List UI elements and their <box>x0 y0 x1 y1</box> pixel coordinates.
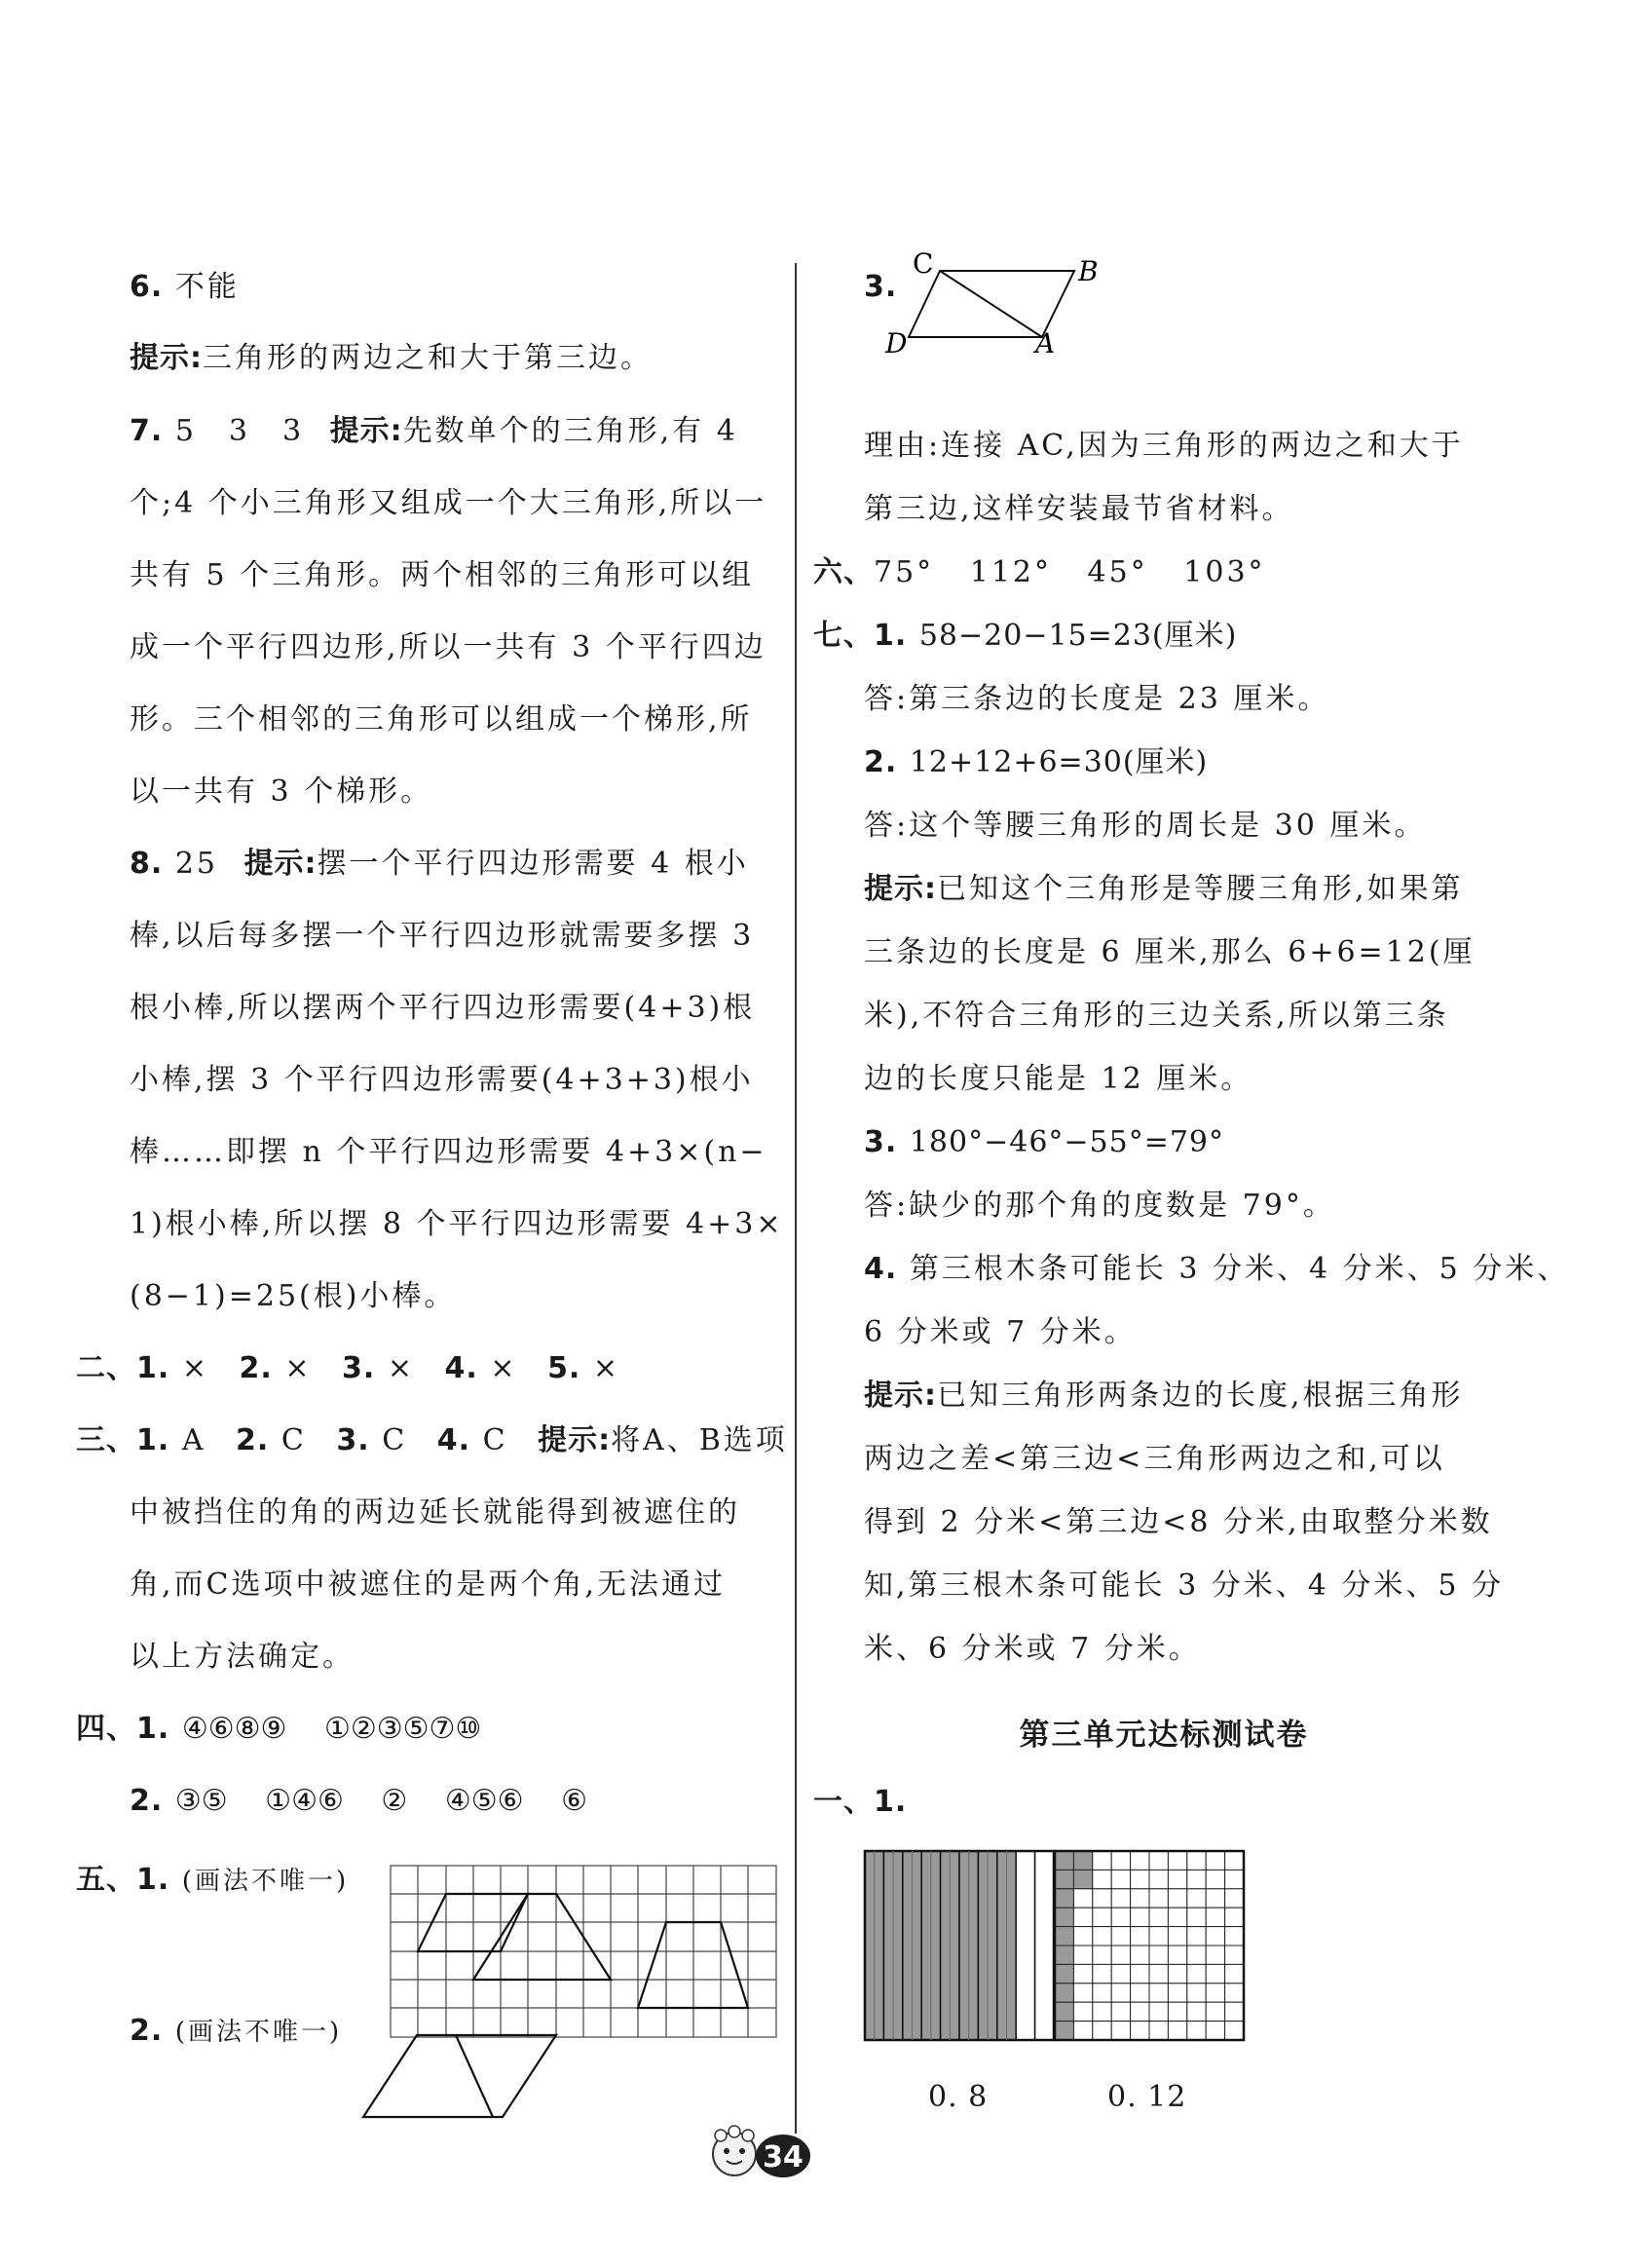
q8-hint-line: 棒,以后每多摆一个平行四边形就需要多摆 3 <box>130 919 755 953</box>
q7-hint-line: 共有 5 个三角形。两个相邻的三角形可以组 <box>130 558 755 592</box>
hint-text: 已知这个三角形是等腰三角形,如果第 <box>937 872 1464 906</box>
section-7-q2 <box>864 743 1208 782</box>
q7-number: 7. <box>130 414 164 448</box>
grid-cell <box>1187 1964 1206 1983</box>
grid-cell <box>1093 1908 1111 1926</box>
q8-hint-line: 根小棒,所以摆两个平行四边形需要(4+3)根 <box>130 991 756 1025</box>
grid-cell <box>1131 1927 1149 1946</box>
quadrilateral-figure <box>885 247 1099 359</box>
q8-hint-line: 小棒,摆 3 个平行四边形需要(4+3+3)根小 <box>130 1063 754 1097</box>
grid-cell <box>1093 1870 1111 1888</box>
q7-line <box>130 412 738 451</box>
grid-cell <box>1149 1889 1168 1908</box>
shaded-cell <box>1055 1870 1073 1888</box>
section-7-q3 <box>864 1123 1224 1162</box>
grid-cell <box>1225 1964 1244 1983</box>
section-label: 六、 <box>813 555 874 589</box>
answer-line: 答:缺少的那个角的度数是 79°。 <box>864 1189 1335 1223</box>
shaded-cell <box>1073 1851 1092 1870</box>
q8-hint-line: 1)根小棒,所以摆 8 个平行四边形需要 4+3× <box>130 1207 784 1241</box>
section-5 <box>76 1861 349 1901</box>
grid-cell <box>1073 1927 1092 1946</box>
shaded-cell <box>1055 1889 1073 1908</box>
q4-hint-line: 得到 2 分米<第三边<8 分米,由取整分米数 <box>864 1505 1493 1539</box>
q8-hint-line: (8−1)=25(根)小棒。 <box>130 1279 457 1313</box>
grid-cell <box>1187 2002 1206 2021</box>
grid-cell <box>1225 1889 1244 1908</box>
item-number: 4. <box>864 1252 898 1286</box>
item-number: 2. <box>130 1784 164 1818</box>
q8-answer: 25 <box>174 847 219 881</box>
grid-cell <box>1168 2002 1186 2021</box>
grid-cell <box>1168 2022 1186 2040</box>
hint-label: 提示: <box>130 341 203 375</box>
answer-text: 第三根木条可能长 3 分米、4 分米、5 分米、 <box>909 1252 1570 1286</box>
grid-cell <box>1093 1851 1111 1870</box>
q8-hint-text: 摆一个平行四边形需要 4 根小 <box>317 847 749 881</box>
section-7-q1 <box>813 617 1237 656</box>
hint-text: 已知三角形两条边的长度,根据三角形 <box>937 1379 1464 1413</box>
item-number: 3. <box>864 1125 898 1159</box>
angle-value: 75° <box>874 555 935 589</box>
grid-cell <box>1225 2022 1244 2040</box>
grid-cell <box>1073 2002 1092 2021</box>
page-number-badge <box>703 2122 820 2190</box>
section-7-q4 <box>864 1250 1569 1289</box>
item-number: 4. <box>444 1351 478 1385</box>
q8-hint-line: 棒……即摆 n 个平行四边形需要 4+3×(n− <box>130 1135 767 1169</box>
q4-hint-line: 知,第三根木条可能长 3 分米、4 分米、5 分 <box>864 1569 1504 1603</box>
note-text: (画法不唯一) <box>181 1867 350 1896</box>
split-parallelogram <box>363 2033 578 2121</box>
grid-cell <box>1206 1984 1224 2002</box>
answer-group: ⑥ <box>561 1784 587 1818</box>
section-3 <box>76 1421 788 1460</box>
answer-line: 答:这个等腰三角形的周长是 30 厘米。 <box>864 809 1427 843</box>
grid-cell <box>1225 1946 1244 1964</box>
sec3-hint-line: 角,而C选项中被遮住的是两个角,无法通过 <box>130 1568 727 1602</box>
vertex-a-label: A <box>1035 327 1056 359</box>
grid-cell <box>1111 1946 1130 1964</box>
grid-cell <box>1131 2002 1149 2021</box>
grid-cell <box>1131 1851 1149 1870</box>
grid2-caption: 0. 12 <box>1107 2080 1187 2114</box>
expression: 12+12+6=30(厘米) <box>909 745 1209 779</box>
cross-mark: × <box>490 1351 518 1385</box>
item-number: 3. <box>342 1351 376 1385</box>
section-5-q2 <box>130 2012 342 2052</box>
grid-cell <box>1206 1946 1224 1964</box>
grid-cell <box>1131 1964 1149 1983</box>
choice-answer: C <box>382 1423 408 1457</box>
grid-cell <box>1111 1964 1130 1983</box>
item-number: 1. <box>136 1863 170 1897</box>
q2-hint-line: 米),不符合三角形的三边关系,所以第三条 <box>864 999 1449 1033</box>
decimal-grid-tenths <box>862 1848 1057 2043</box>
hint-label: 提示: <box>864 1379 937 1413</box>
grid-cell <box>1149 1946 1168 1964</box>
q6-line <box>130 268 240 307</box>
grid-cell <box>1111 1889 1130 1908</box>
column-divider <box>795 263 797 2134</box>
shaded-cell <box>1055 2022 1073 2040</box>
q6-answer: 不能 <box>174 270 240 304</box>
cross-mark: × <box>181 1351 209 1385</box>
q8-line <box>130 845 749 884</box>
grid-cell <box>1187 1889 1206 1908</box>
grid-cell <box>1073 1908 1092 1926</box>
grid-cell <box>1149 1964 1168 1983</box>
grid-drawing <box>391 1866 780 2041</box>
q6-hint <box>130 339 653 378</box>
unit-title: 第三单元达标测试卷 <box>1019 1718 1309 1753</box>
grid-cell <box>1225 1851 1244 1870</box>
grid-cell <box>1111 2002 1130 2021</box>
item-number: 3. <box>864 270 898 304</box>
grid-cell <box>1149 2022 1168 2040</box>
angle-value: 112° <box>969 555 1052 589</box>
section-2 <box>76 1349 620 1388</box>
q7-hint-line: 个;4 个小三角形又组成一个大三角形,所以一 <box>130 486 767 520</box>
answer-line: 6 分米或 7 分米。 <box>864 1315 1137 1349</box>
cross-mark: × <box>284 1351 313 1385</box>
grid-cell <box>1111 1984 1130 2002</box>
shaded-cell <box>1055 1927 1073 1946</box>
hint-text: 三角形的两边之和大于第三边。 <box>203 341 653 375</box>
q7-answers: 5 3 3 <box>174 414 305 448</box>
answer-line: 答:第三条边的长度是 23 厘米。 <box>864 682 1330 716</box>
grid-cell <box>1111 2022 1130 2040</box>
section-label: 四、 <box>76 1712 136 1746</box>
q2-hint <box>864 870 1464 909</box>
note-text: (画法不唯一) <box>174 2018 343 2047</box>
grid-cell <box>1149 2002 1168 2021</box>
item-number: 2. <box>864 745 898 779</box>
item-number: 4. <box>436 1423 471 1457</box>
q7-hint-line: 形。三个相邻的三角形可以组成一个梯形,所 <box>130 702 753 737</box>
item-number: 1. <box>874 1785 908 1819</box>
grid-cell <box>1187 1908 1206 1926</box>
hint-text: 将A、B选项 <box>611 1423 788 1457</box>
section-4-q2 <box>130 1782 587 1821</box>
page-number: 34 <box>763 2140 804 2174</box>
answer-group: ② <box>381 1784 408 1818</box>
grid-cell <box>1206 1964 1224 1983</box>
q7-hint-line: 以一共有 3 个梯形。 <box>130 775 433 809</box>
shaded-cell <box>1055 1908 1073 1926</box>
grid-cell <box>1131 1946 1149 1964</box>
vertex-d-label: D <box>885 327 908 359</box>
q7-hint-line: 成一个平行四边形,所以一共有 3 个平行四边 <box>130 630 766 664</box>
grid-cell <box>1149 1870 1168 1888</box>
grid-cell <box>1111 1908 1130 1926</box>
answer-group: ④⑤⑥ <box>444 1784 524 1818</box>
vertex-c-label: C <box>913 247 934 280</box>
section-4 <box>76 1710 481 1749</box>
q4-hint <box>864 1377 1464 1416</box>
grid-cell <box>1206 1908 1224 1926</box>
vertex-b-label: B <box>1078 255 1099 287</box>
grid-cell <box>1187 1946 1206 1964</box>
grid-cell <box>1131 1870 1149 1888</box>
grid-cell <box>1187 1870 1206 1888</box>
grid-cell <box>1168 1889 1186 1908</box>
choice-answer: C <box>482 1423 508 1457</box>
hint-label: 提示: <box>538 1423 612 1457</box>
trapezoid-shape <box>473 1894 611 1980</box>
grid-cell <box>1206 1870 1224 1888</box>
grid-cell <box>1131 2022 1149 2040</box>
grid-cell <box>1111 1851 1130 1870</box>
grid-cell <box>1131 1984 1149 2002</box>
answer-group: ④⑥⑧⑨ <box>181 1712 287 1746</box>
grid-cell <box>1073 1984 1092 2002</box>
q6-number: 6. <box>130 270 164 304</box>
grid-cell <box>1168 1851 1186 1870</box>
sec3-hint-line: 中被挡住的角的两边延长就能得到被遮住的 <box>130 1495 740 1530</box>
section-label: 七、 <box>813 619 874 653</box>
grid-cell <box>1206 1927 1224 1946</box>
grid-cell <box>1168 1946 1186 1964</box>
grid-cell <box>1093 1889 1111 1908</box>
grid-cell <box>1093 1984 1111 2002</box>
grid-cell <box>1093 1946 1111 1964</box>
grid-cell <box>1168 1984 1186 2002</box>
grid-cell <box>1131 1889 1149 1908</box>
answer-group: ①④⑥ <box>265 1784 344 1818</box>
decimal-grid-hundredths <box>1052 1848 1247 2043</box>
item-number: 2. <box>130 2014 164 2048</box>
grid-cell <box>1168 1964 1186 1983</box>
grid-cell <box>1206 2022 1224 2040</box>
grid-cell <box>1187 1927 1206 1946</box>
item-number: 5. <box>547 1351 581 1385</box>
answer-group: ①②③⑤⑦⑩ <box>323 1712 482 1746</box>
grid-cell <box>1225 1927 1244 1946</box>
item-number: 1. <box>136 1351 170 1385</box>
hint-label: 提示: <box>329 414 403 448</box>
grid-cell <box>1149 1851 1168 1870</box>
grid-cell <box>1206 2002 1224 2021</box>
shaded-cell <box>1055 1964 1073 1983</box>
grid-cell <box>1149 1984 1168 2002</box>
angle-value: 103° <box>1183 555 1266 589</box>
q2-hint-line: 三条边的长度是 6 厘米,那么 6+6=12(厘 <box>864 935 1476 969</box>
grid-cell <box>1187 2022 1206 2040</box>
grid-cell <box>1168 1870 1186 1888</box>
hint-label: 提示: <box>243 847 318 881</box>
grid-cell <box>1225 1908 1244 1926</box>
item-number: 1. <box>136 1712 170 1746</box>
grid-cell <box>1168 1908 1186 1926</box>
grid-cell <box>1073 1964 1092 1983</box>
grid-cell <box>1149 1908 1168 1926</box>
grid-cell <box>1225 1870 1244 1888</box>
q4-hint-line: 米、6 分米或 7 分米。 <box>864 1632 1201 1666</box>
item-number: 3. <box>336 1423 370 1457</box>
grid-cell <box>1093 2022 1111 2040</box>
grid-cell <box>1093 2002 1111 2021</box>
q7-hint-text: 先数单个的三角形,有 4 <box>402 414 738 448</box>
choice-answer: C <box>280 1423 307 1457</box>
mascot-icon <box>713 2126 756 2175</box>
grid-cell <box>1073 1889 1092 1908</box>
q3-reason-line: 第三边,这样安装最节省材料。 <box>864 492 1294 526</box>
q8-number: 8. <box>130 847 164 881</box>
section-1 <box>813 1783 907 1822</box>
grid-cell <box>1168 1927 1186 1946</box>
q3-reason-line: 理由:连接 AC,因为三角形的两边之和大于 <box>864 429 1464 463</box>
shaded-cell <box>1055 1946 1073 1964</box>
q2-hint-line: 边的长度只能是 12 厘米。 <box>864 1062 1253 1096</box>
angle-value: 45° <box>1087 555 1148 589</box>
shaded-cell <box>1073 1870 1092 1888</box>
item-number: 2. <box>236 1423 270 1457</box>
grid-cell <box>1225 2002 1244 2021</box>
grid-cell <box>1131 1908 1149 1926</box>
grid-cell <box>1111 1927 1130 1946</box>
q4-hint-line: 两边之差<第三边<三角形两边之和,可以 <box>864 1442 1445 1476</box>
section-label: 五、 <box>76 1863 136 1897</box>
empty-column <box>1016 1851 1034 2040</box>
section-label: 二、 <box>76 1351 136 1385</box>
item-number: 1. <box>874 619 908 653</box>
item-number: 1. <box>136 1423 170 1457</box>
expression: 58−20−15=23(厘米) <box>918 619 1238 653</box>
shaded-cell <box>1055 1851 1073 1870</box>
grid-cell <box>1187 1984 1206 2002</box>
grid-cell <box>1149 1927 1168 1946</box>
choice-answer: A <box>181 1423 206 1457</box>
grid-cell <box>1187 1851 1206 1870</box>
section-6 <box>813 553 1266 592</box>
sec3-hint-line: 以上方法确定。 <box>130 1640 355 1674</box>
q3-number <box>864 268 897 307</box>
item-number: 2. <box>239 1351 273 1385</box>
grid-cell <box>1206 1851 1224 1870</box>
grid-cell <box>1093 1964 1111 1983</box>
section-label: 一、 <box>813 1785 874 1819</box>
shaded-cell <box>1055 2002 1073 2021</box>
grid-cell <box>1073 2022 1092 2040</box>
hint-label: 提示: <box>864 872 937 906</box>
section-label: 三、 <box>76 1423 136 1457</box>
cross-mark: × <box>592 1351 621 1385</box>
grid-cell <box>1206 1889 1224 1908</box>
shaded-cell <box>1055 1984 1073 2002</box>
answer-group: ③⑤ <box>174 1784 228 1818</box>
grid-cell <box>1111 1870 1130 1888</box>
grid1-caption: 0. 8 <box>928 2080 989 2114</box>
expression: 180°−46°−55°=79° <box>909 1125 1225 1159</box>
grid-cell <box>1073 1946 1092 1964</box>
cross-mark: × <box>387 1351 415 1385</box>
grid-cell <box>1225 1984 1244 2002</box>
grid-cell <box>1093 1927 1111 1946</box>
